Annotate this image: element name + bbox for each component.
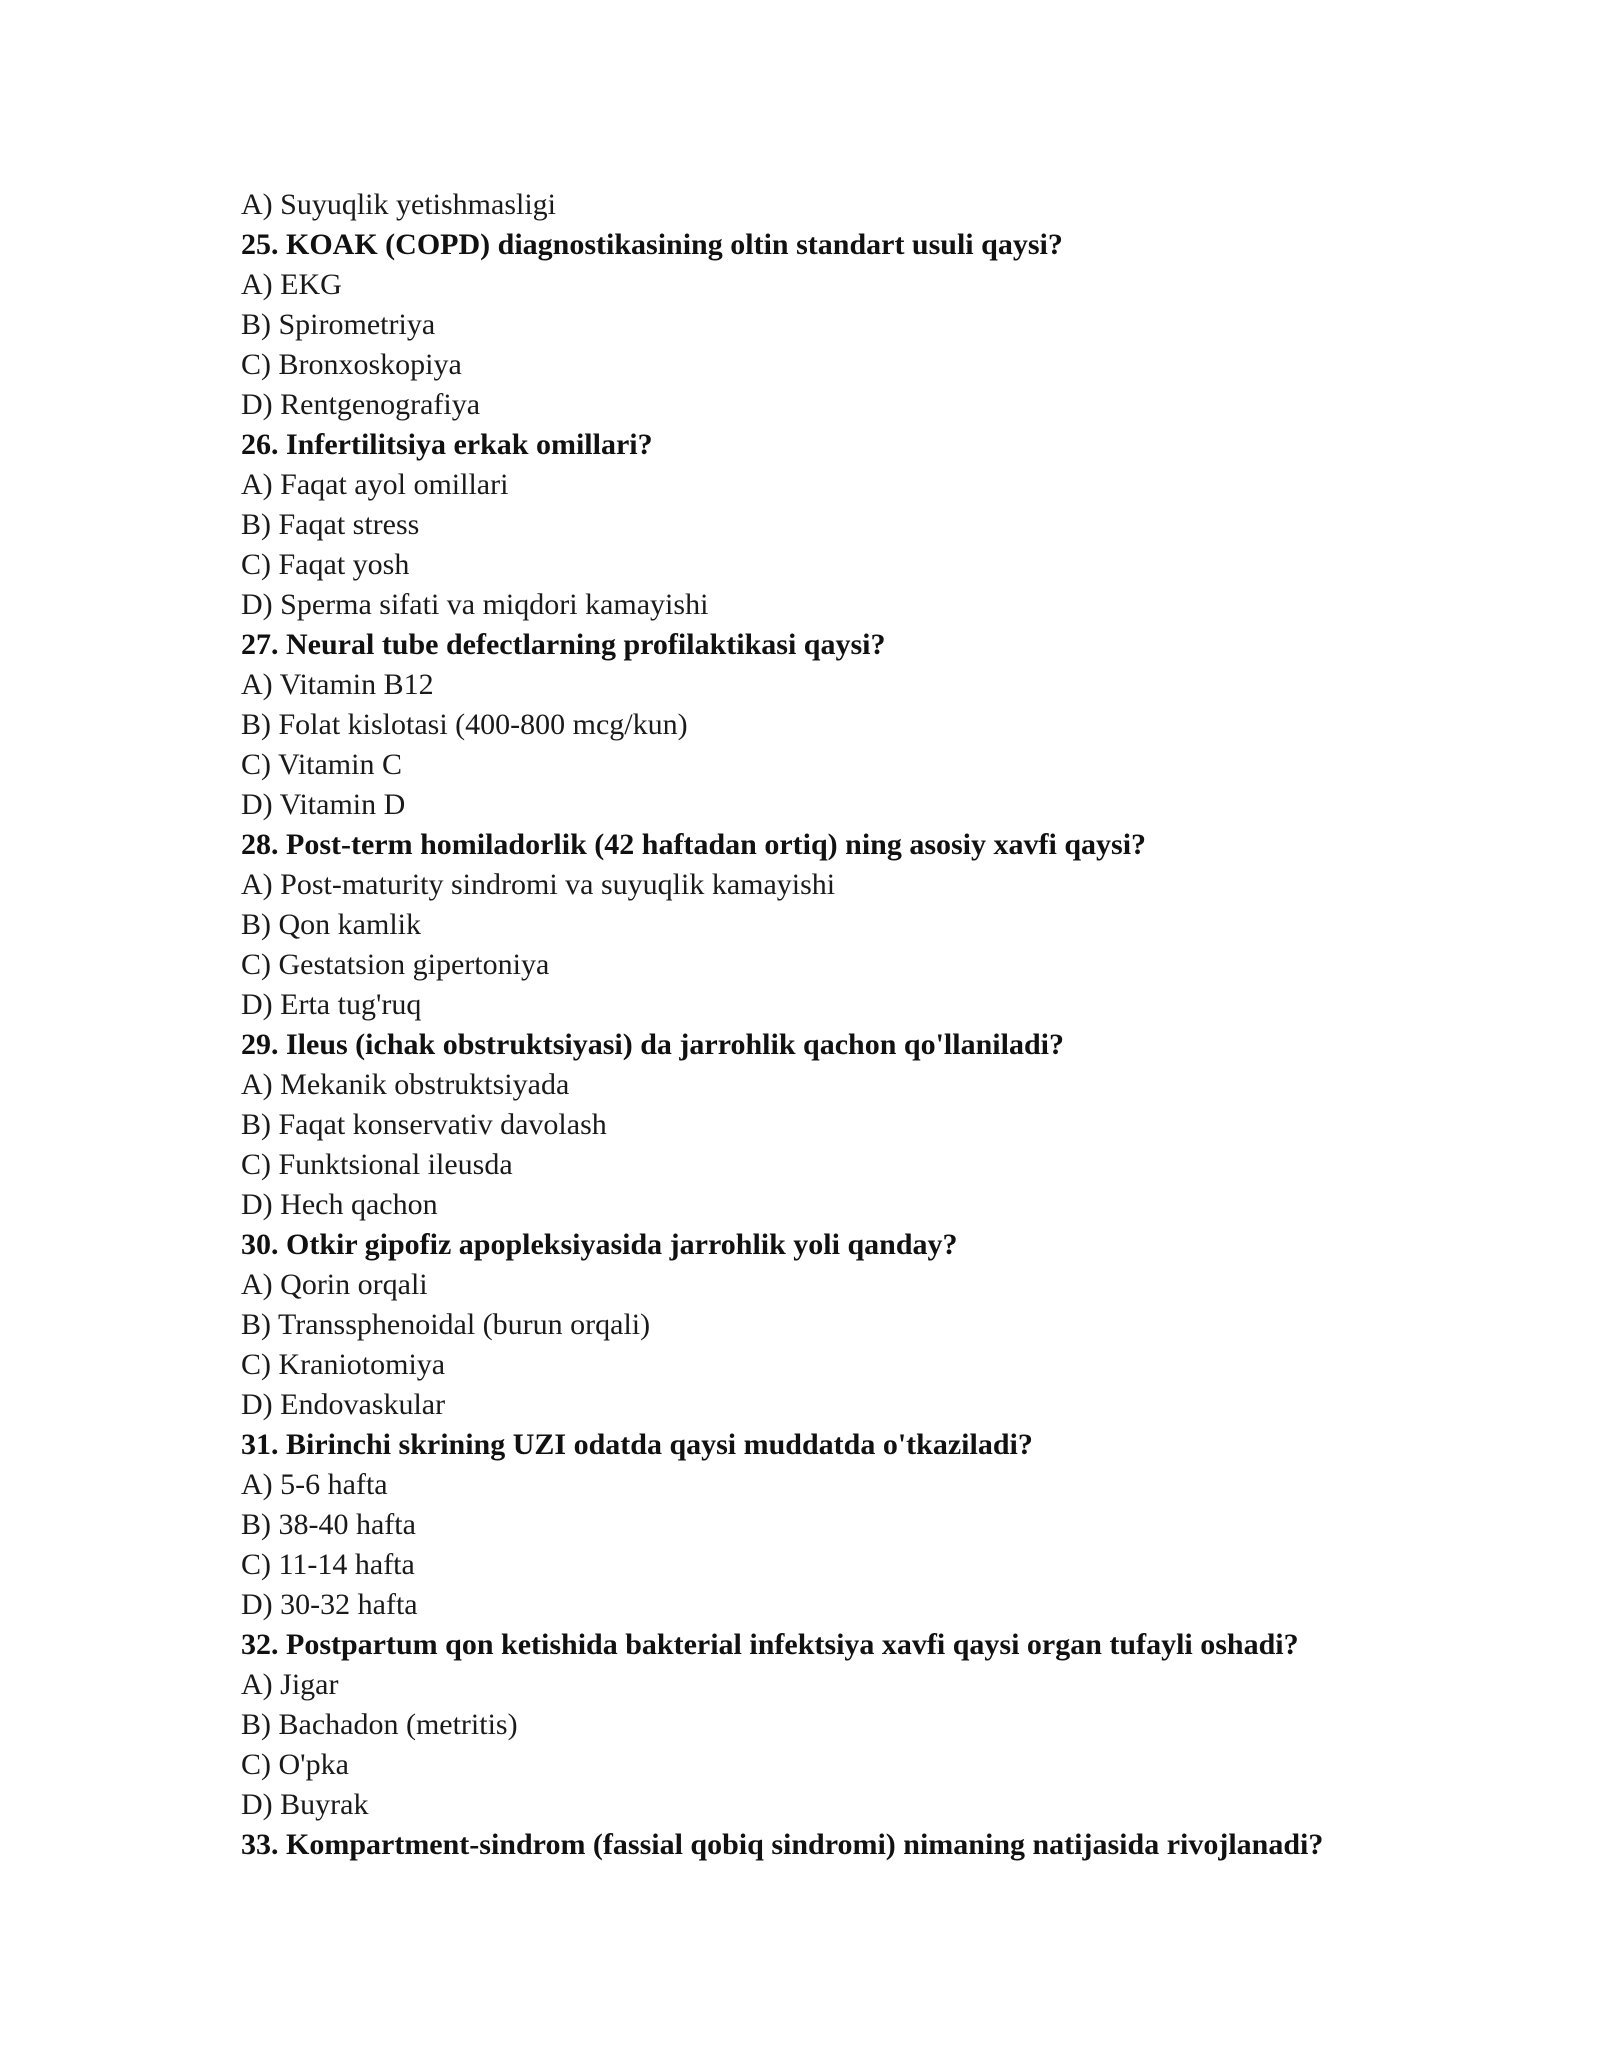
page-text-body — [241, 185, 1521, 1865]
question-heading: 25. KOAK (COPD) diagnostikasining oltin standart usuli qaysi? — [241, 228, 1063, 261]
question-heading: 32. Postpartum qon ketishida bakterial infektsiya xavfi qaysi organ tufayli oshadi? — [241, 1628, 1299, 1661]
answer-option: C) Kraniotomiya — [241, 1348, 446, 1381]
question-heading: 27. Neural tube defectlarning profilaktikasi qaysi? — [241, 628, 886, 661]
answer-option: B) Bachadon (metritis) — [241, 1708, 518, 1741]
answer-option: D) Vitamin D — [241, 788, 406, 821]
answer-option: A) 5-6 hafta — [241, 1468, 388, 1501]
answer-option: B) Faqat stress — [241, 508, 420, 541]
answer-option: D) 30-32 hafta — [241, 1588, 418, 1621]
answer-option: A) Vitamin B12 — [241, 668, 434, 701]
answer-option: D) Erta tug'ruq — [241, 988, 422, 1021]
answer-option: B) Qon kamlik — [241, 908, 421, 941]
answer-option: B) Faqat konservativ davolash — [241, 1108, 607, 1141]
answer-option: C) Gestatsion gipertoniya — [241, 948, 550, 981]
question-heading: 28. Post-term homiladorlik (42 haftadan ortiq) ning asosiy xavfi qaysi? — [241, 828, 1147, 861]
question-heading: 26. Infertilitsiya erkak omillari? — [241, 428, 653, 461]
question-heading: 29. Ileus (ichak obstruktsiyasi) da jarrohlik qachon qo'llaniladi? — [241, 1028, 1064, 1061]
question-heading: 31. Birinchi skrining UZI odatda qaysi muddatda o'tkaziladi? — [241, 1428, 1033, 1461]
answer-option: A) Suyuqlik yetishmasligi — [241, 188, 556, 221]
answer-option: B) 38-40 hafta — [241, 1508, 416, 1541]
answer-option: C) Bronxoskopiya — [241, 348, 462, 381]
question-heading: 33. Kompartment-sindrom (fassial qobiq sindromi) nimaning natijasida rivojlanadi? — [241, 1828, 1324, 1861]
answer-option: D) Buyrak — [241, 1788, 369, 1821]
answer-option: C) Funktsional ileusda — [241, 1148, 513, 1181]
answer-option: D) Rentgenografiya — [241, 388, 481, 421]
answer-option: B) Transsphenoidal (burun orqali) — [241, 1308, 651, 1341]
answer-option: C) Vitamin C — [241, 748, 402, 781]
answer-option: A) Mekanik obstruktsiyada — [241, 1068, 570, 1101]
answer-option: A) EKG — [241, 268, 342, 301]
answer-option: C) Faqat yosh — [241, 548, 410, 581]
answer-option: A) Faqat ayol omillari — [241, 468, 509, 501]
answer-option: A) Post-maturity sindromi va suyuqlik kamayishi — [241, 868, 836, 901]
answer-option: D) Endovaskular — [241, 1388, 446, 1421]
answer-option: A) Qorin orqali — [241, 1268, 428, 1301]
answer-option: C) O'pka — [241, 1748, 349, 1781]
answer-option: D) Hech qachon — [241, 1188, 438, 1221]
question-heading: 30. Otkir gipofiz apopleksiyasida jarrohlik yoli qanday? — [241, 1228, 958, 1261]
answer-option: B) Spirometriya — [241, 308, 436, 341]
answer-option: A) Jigar — [241, 1668, 339, 1701]
answer-option: B) Folat kislotasi (400-800 mcg/kun) — [241, 708, 688, 741]
answer-option: D) Sperma sifati va miqdori kamayishi — [241, 588, 709, 621]
answer-option: C) 11-14 hafta — [241, 1548, 415, 1581]
